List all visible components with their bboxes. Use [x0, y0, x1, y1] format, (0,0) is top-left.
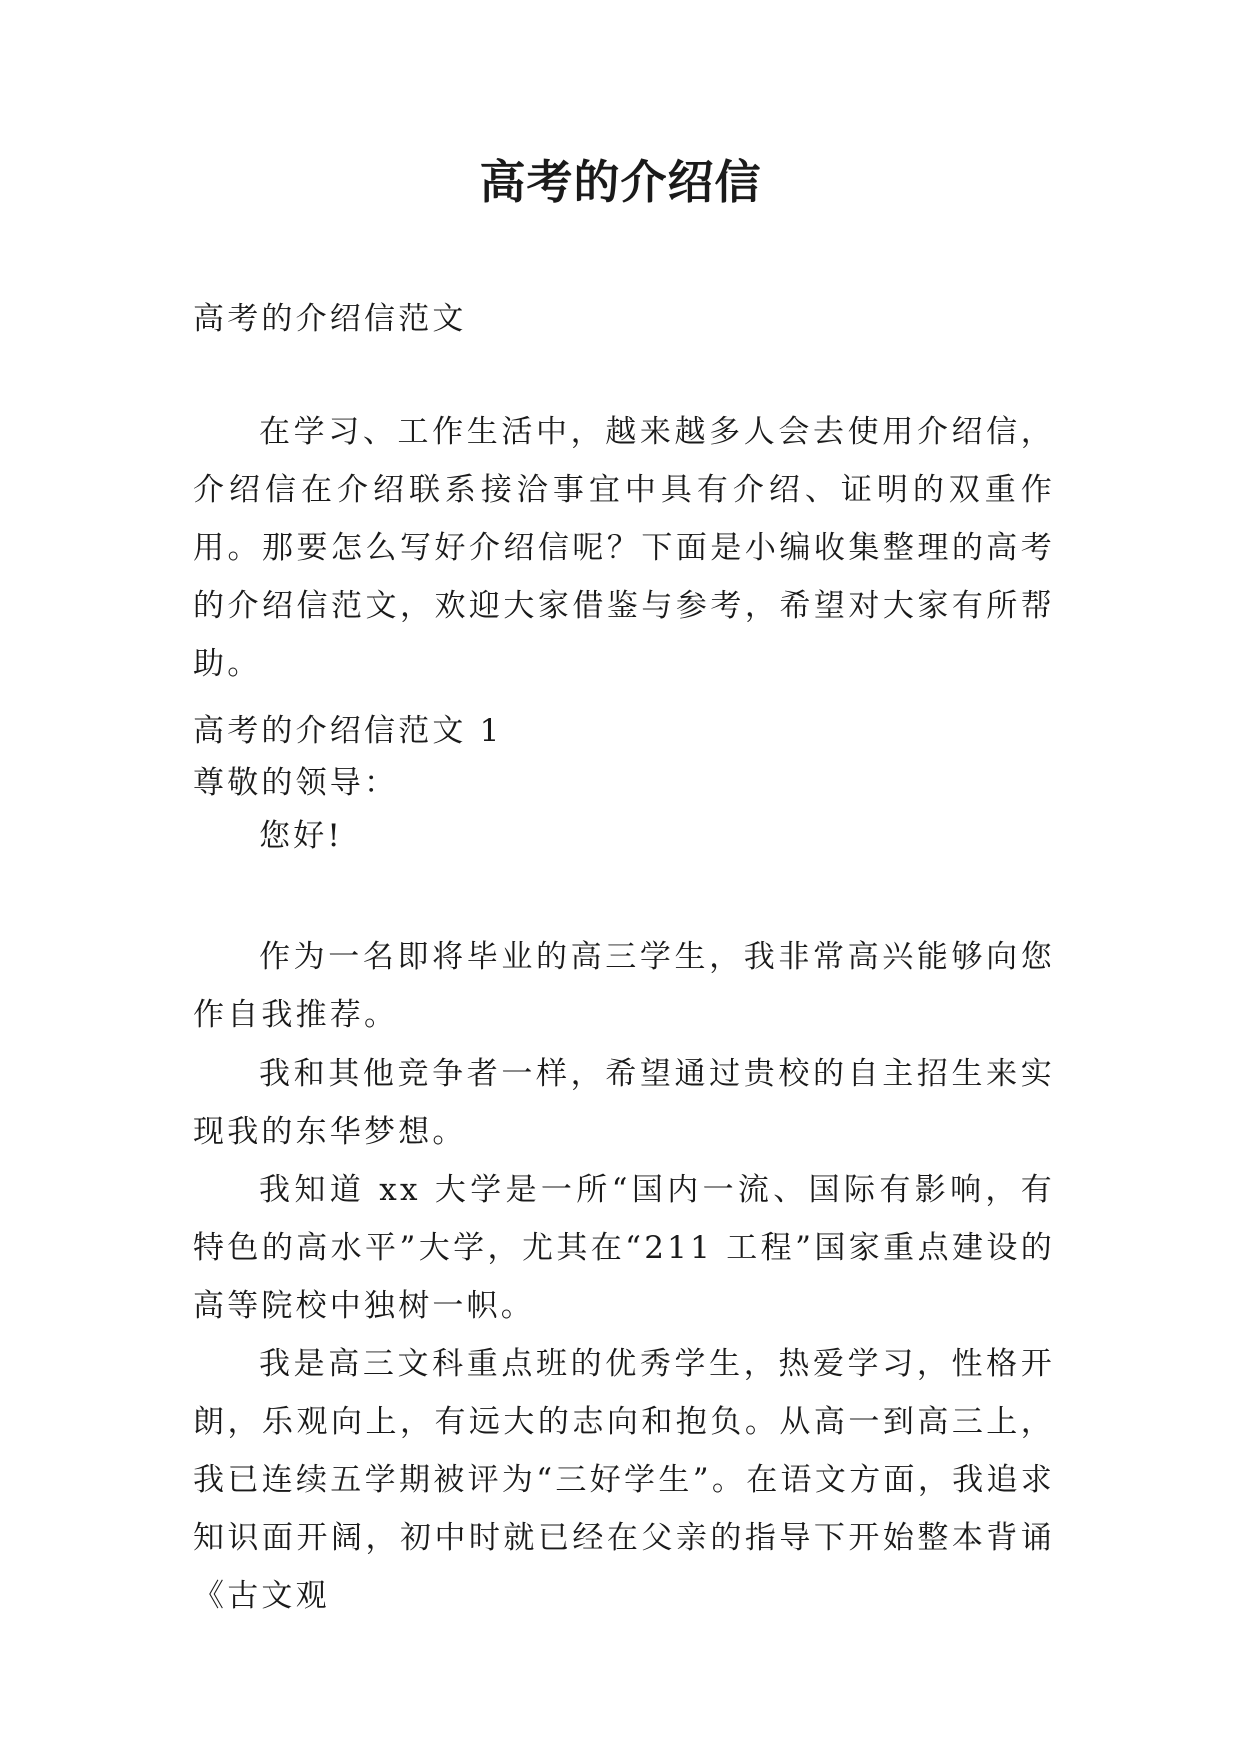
- body-paragraph: 我和其他竞争者一样，希望通过贵校的自主招生来实现我的东华梦想。: [193, 1056, 1055, 1150]
- greeting: 您好!: [259, 818, 344, 854]
- intro-paragraph: 在学习、工作生活中，越来越多人会去使用介绍信，介绍信在介绍联系接洽事宜中具有介绍、证明的双重作用。那要怎么写好介绍信呢？下面是小编收集整理的高考的介绍信范文，欢迎大家借鉴与参考，希望对大家有所帮助。: [193, 414, 1055, 682]
- body-paragraph: 我知道 xx 大学是一所“国内一流、国际有影响，有特色的高水平”大学，尤其在“211 工程”国家重点建设的高等院校中独树一帜。: [193, 1172, 1055, 1324]
- body-paragraph: 我是高三文科重点班的优秀学生，热爱学习，性格开朗，乐观向上，有远大的志向和抱负。从高一到高三上，我已连续五学期被评为“三好学生”。在语文方面，我追求知识面开阔，初中时就已经在父亲的指导下开始整本背诵《古文观: [193, 1346, 1055, 1614]
- document-subtitle: 高考的介绍信范文: [193, 301, 467, 337]
- section-heading: 高考的介绍信范文 1: [193, 713, 503, 749]
- body-paragraph: 作为一名即将毕业的高三学生，我非常高兴能够向您作自我推荐。: [193, 939, 1055, 1033]
- salutation: 尊敬的领导：: [193, 765, 399, 801]
- document-title: 高考的介绍信: [479, 155, 762, 209]
